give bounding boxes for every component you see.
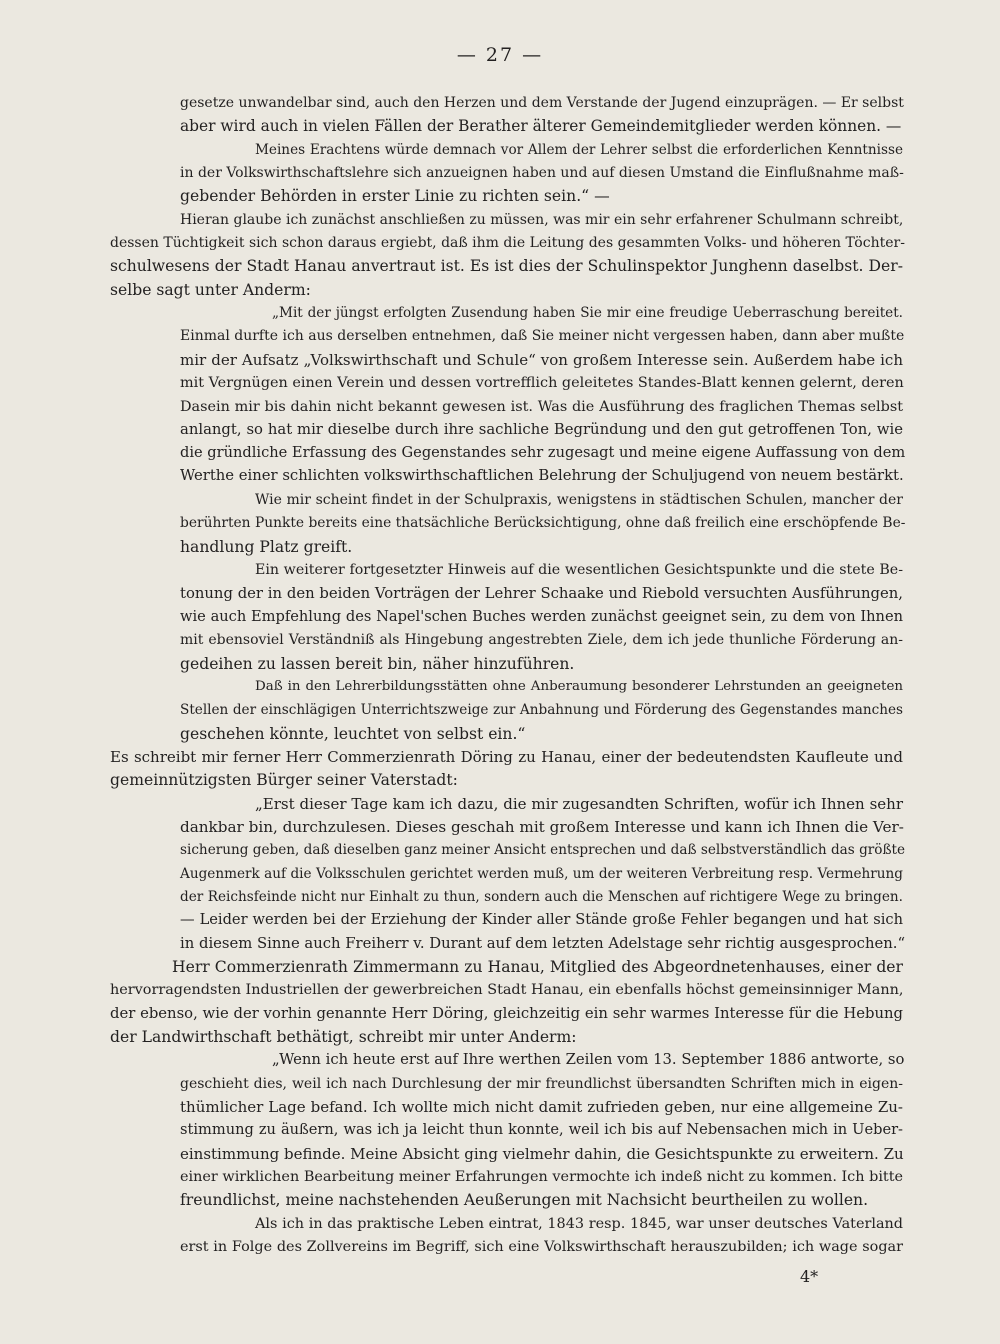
signature-mark: 4*: [800, 1267, 819, 1286]
text-line: selbe sagt unter Anderm:: [110, 281, 311, 299]
text-line: Dasein mir bis dahin nicht bekannt gewesen ist. Was die Ausführung des fraglichen Themas selbst: [180, 399, 903, 415]
text-line: wie auch Empfehlung des Napel'schen Buches werden zunächst geeignet sein, zu dem von Ihnen: [180, 608, 903, 625]
text-line: mit ebensoviel Verständniß als Hingebung angestrebten Ziele, dem ich jede thunliche Förderung an-: [180, 632, 903, 648]
text-line: hervorragendsten Industriellen der gewerbreichen Stadt Hanau, ein ebenfalls höchst gemeinsinniger Mann,: [110, 982, 904, 998]
text-line: dessen Tüchtigkeit sich schon daraus ergiebt, daß ihm die Leitung des gesammten Volks- und höheren Töchter-: [110, 235, 905, 251]
text-line: einstimmung befinde. Meine Absicht ging vielmehr dahin, die Gesichtspunkte zu erweitern. Zu: [180, 1145, 904, 1163]
text-line: Wie mir scheint findet in der Schulpraxis, wenigstens in städtischen Schulen, mancher der: [255, 492, 903, 508]
text-line: gebender Behörden in erster Linie zu richten sein.“ —: [180, 187, 610, 205]
text-line: der ebenso, wie der vorhin genannte Herr Döring, gleichzeitig ein sehr warmes Interesse für die Hebung: [110, 1005, 903, 1022]
text-line: Stellen der einschlägigen Unterrichtszweige zur Anbahnung und Förderung des Gegenstandes manches: [180, 702, 903, 718]
text-line: dankbar bin, durchzulesen. Dieses geschah mit großem Interesse und kann ich Ihnen die Ver-: [180, 818, 904, 836]
text-line: Einmal durfte ich aus derselben entnehmen, daß Sie meiner nicht vergessen haben, dann aber mußte: [180, 328, 905, 344]
text-line: „Wenn ich heute erst auf Ihre werthen Zeilen vom 13. September 1886 antworte, so: [272, 1051, 905, 1068]
text-line: einer wirklichen Bearbeitung meiner Erfahrungen vermochte ich indeß nicht zu kommen. Ich bitte: [180, 1169, 903, 1185]
text-line: Herr Commerzienrath Zimmermann zu Hanau, Mitglied des Abgeordnetenhauses, einer der: [172, 958, 903, 976]
text-line: anlangt, so hat mir dieselbe durch ihre sachliche Begründung und den gut getroffenen Ton, wie: [180, 421, 903, 438]
text-line: in diesem Sinne auch Freiherr v. Durant auf dem letzten Adelstage sehr richtig ausgesprochen.“: [180, 935, 906, 952]
text-line: in der Volkswirthschaftslehre sich anzueignen haben und auf diesen Umstand die Einflußnahme maß-: [180, 165, 904, 181]
text-line: Meines Erachtens würde demnach vor Allem der Lehrer selbst die erforderlichen Kenntnisse: [255, 142, 903, 158]
text-line: die gründliche Erfassung des Gegenstandes sehr zugesagt und meine eigene Auffassung von dem: [180, 444, 906, 461]
text-line: thümlicher Lage befand. Ich wollte mich nicht damit zufrieden geben, nur eine allgemeine Zu-: [180, 1098, 903, 1116]
text-line: mir der Aufsatz „Volkswirthschaft und Schule“ von großem Interesse sein. Außerdem habe ich: [180, 351, 903, 369]
text-line: erst in Folge des Zollvereins im Begriff, sich eine Volkswirthschaft herauszubilden; ich wage sogar: [180, 1239, 903, 1255]
text-line: gemeinnützigsten Bürger seiner Vaterstadt:: [110, 771, 458, 789]
text-line: Als ich in das praktische Leben eintrat, 1843 resp. 1845, war unser deutsches Vaterland: [255, 1216, 903, 1232]
text-line: der Landwirthschaft bethätigt, schreibt mir unter Anderm:: [110, 1028, 577, 1046]
text-line: sicherung geben, daß dieselben ganz meiner Ansicht entsprechen und daß selbstverständlich das größte: [180, 842, 906, 858]
text-line: „Erst dieser Tage kam ich dazu, die mir zugesandten Schriften, wofür ich Ihnen sehr: [255, 795, 903, 813]
text-line: handlung Platz greift.: [180, 538, 353, 556]
text-line: „Mit der jüngst erfolgten Zusendung haben Sie mir eine freudige Ueberraschung bereitet.: [272, 305, 903, 321]
text-line: mit Vergnügen einen Verein und dessen vortrefflich geleitetes Standes-Blatt kennen gelernt, deren: [180, 375, 904, 391]
text-line: Augenmerk auf die Volksschulen gerichtet werden muß, um der weiteren Verbreitung resp. Vermehrung: [180, 866, 903, 882]
text-line: freundlichst, meine nachstehenden Aeußerungen mit Nachsicht beurtheilen zu wollen.: [180, 1191, 869, 1209]
text-line: Daß in den Lehrerbildungsstätten ohne Anberaumung besonderer Lehrstunden an geeigneten: [255, 679, 903, 694]
text-line: tonung der in den beiden Vorträgen der Lehrer Schaake und Riebold versuchten Ausführungen,: [180, 585, 903, 602]
text-line: gesetze unwandelbar sind, auch den Herzen und dem Verstande der Jugend einzuprägen. — Er selbst: [180, 95, 904, 111]
text-line: Werthe einer schlichten volkswirthschaftlichen Belehrung der Schuljugend von neuem bestärkt.: [180, 467, 904, 484]
text-line: stimmung zu äußern, was ich ja leicht thun konnte, weil ich bis auf Nebensachen mich in Ueber-: [180, 1121, 903, 1138]
text-line: berührten Punkte bereits eine thatsächliche Berücksichtigung, ohne daß freilich eine erschöpfende Be-: [180, 515, 906, 531]
text-line: — Leider werden bei der Erziehung der Kinder aller Stände große Fehler begangen und hat sich: [180, 911, 903, 928]
text-line: aber wird auch in vielen Fällen der Berather älterer Gemeindemitglieder werden können. —: [180, 117, 902, 135]
text-line: Hieran glaube ich zunächst anschließen zu müssen, was mir ein sehr erfahrener Schulmann schreibt,: [180, 212, 904, 228]
text-line: schulwesens der Stadt Hanau anvertraut ist. Es ist dies der Schulinspektor Junghenn daselbst. Der-: [110, 257, 903, 275]
text-line: geschieht dies, weil ich nach Durchlesung der mir freundlichst übersandten Schriften mich in eigen-: [180, 1076, 903, 1092]
text-line: der Reichsfeinde nicht nur Einhalt zu thun, sondern auch die Menschen auf richtigere Wege zu bringen.: [180, 889, 903, 905]
text-line: gedeihen zu lassen bereit bin, näher hinzuführen.: [180, 655, 575, 673]
text-line: Es schreibt mir ferner Herr Commerzienrath Döring zu Hanau, einer der bedeutendsten Kaufleute und: [110, 748, 903, 766]
text-line: Ein weiterer fortgesetzter Hinweis auf die wesentlichen Gesichtspunkte und die stete Be-: [255, 562, 903, 578]
text-line: geschehen könnte, leuchtet von selbst ein.“: [180, 725, 526, 743]
page-number: — 27 —: [456, 44, 544, 66]
